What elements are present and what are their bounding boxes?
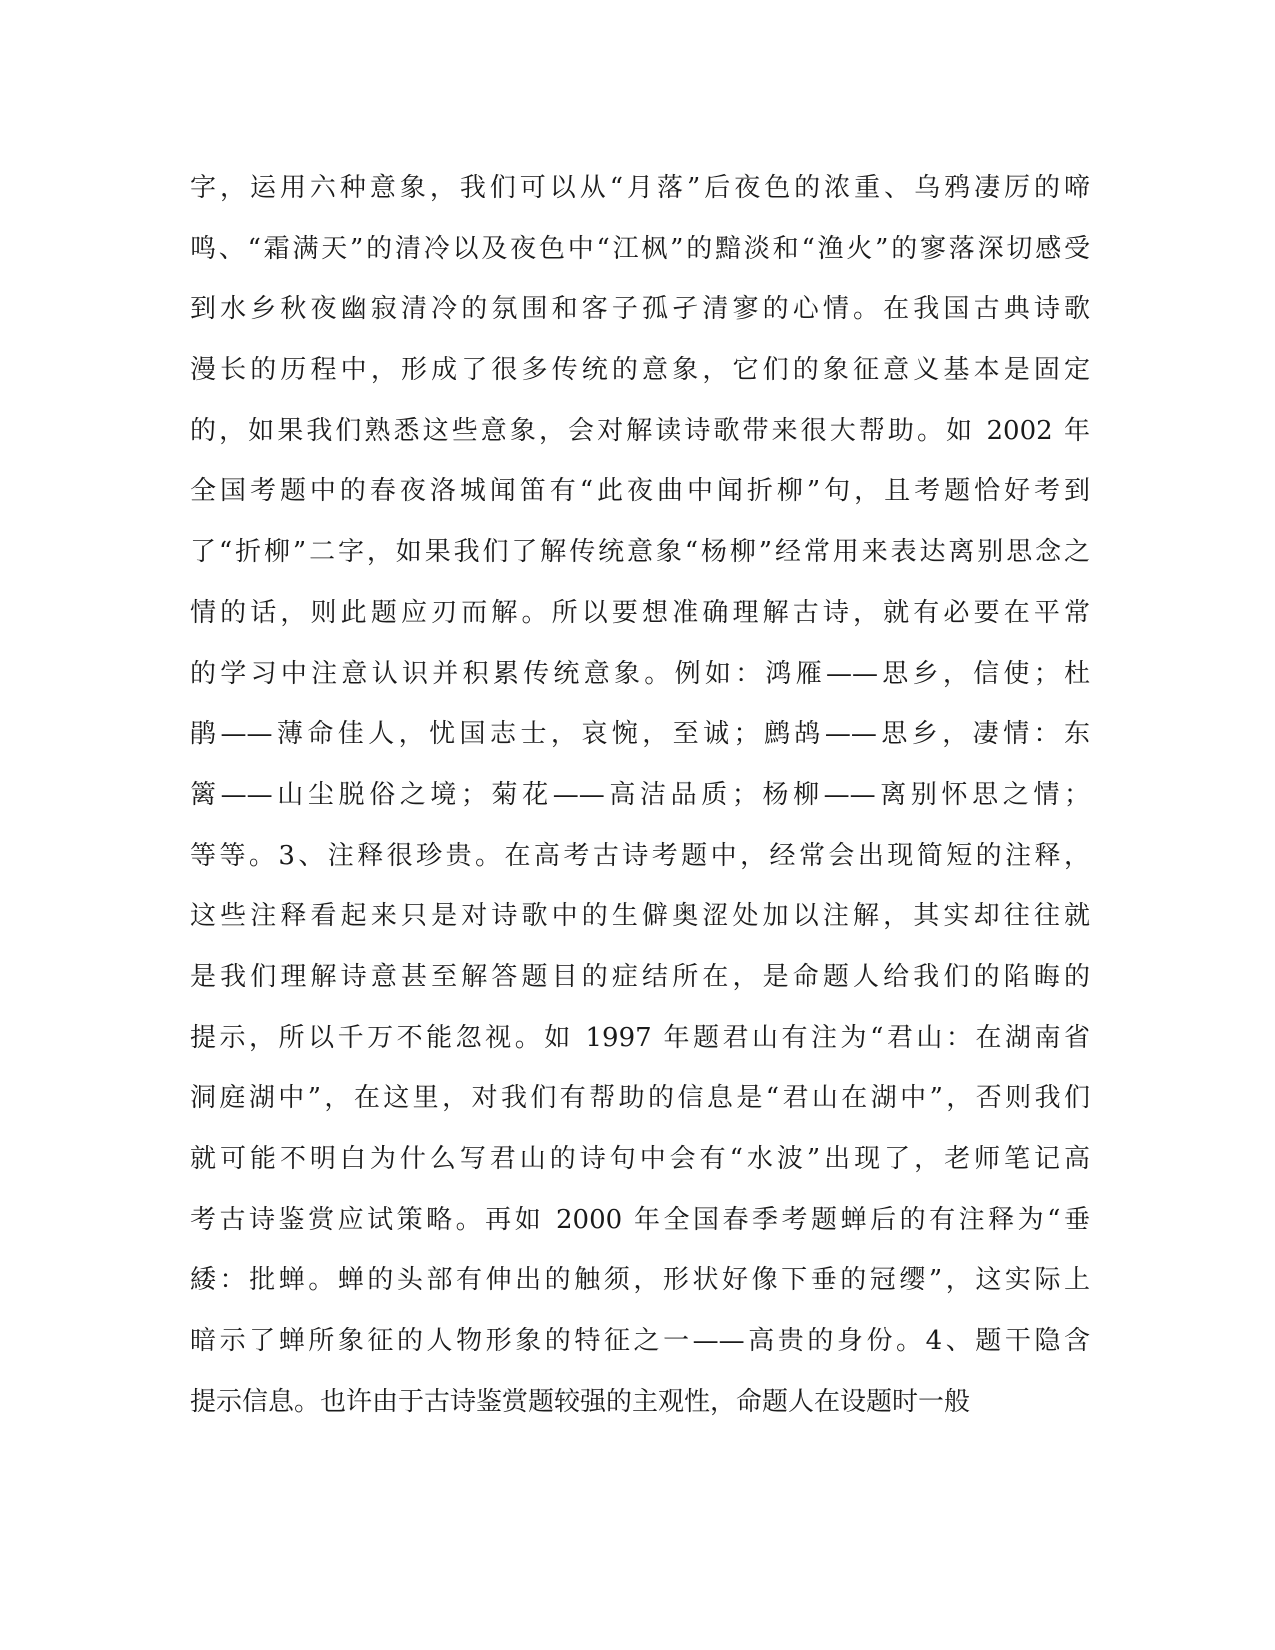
text-line: 篱——山尘脱俗之境；菊花——高洁品质；杨柳——离别怀思之情； bbox=[190, 779, 1090, 810]
text-line: 这些注释看起来只是对诗歌中的生僻奥涩处加以注解，其实却往往就 bbox=[190, 901, 1090, 932]
text-line: 是我们理解诗意甚至解答题目的症结所在，是命题人给我们的陷晦的 bbox=[190, 961, 1090, 992]
text-line: 緌：批蝉。蝉的头部有伸出的触须，形状好像下垂的冠缨”，这实际上 bbox=[190, 1265, 1090, 1296]
text-line: 提示信息。也许由于古诗鉴赏题较强的主观性，命题人在设题时一般 bbox=[190, 1386, 971, 1417]
text-line: 情的话，则此题应刃而解。所以要想准确理解古诗，就有必要在平常 bbox=[190, 597, 1090, 628]
text-line: 的，如果我们熟悉这些意象，会对解读诗歌带来很大帮助。如 2002 年 bbox=[190, 415, 1090, 446]
text-line: 字，运用六种意象，我们可以从“月落”后夜色的浓重、乌鸦凄厉的啼 bbox=[190, 173, 1090, 203]
text-line: 了“折柳”二字，如果我们了解传统意象“杨柳”经常用来表达离别思念之 bbox=[190, 537, 1090, 568]
text-line: 洞庭湖中”，在这里，对我们有帮助的信息是“君山在湖中”，否则我们 bbox=[190, 1083, 1090, 1114]
text-line: 漫长的历程中，形成了很多传统的意象，它们的象征意义基本是固定 bbox=[190, 355, 1090, 386]
text-line: 鹃——薄命佳人，忧国志士，哀惋，至诚；鹧鸪——思乡，凄情：东 bbox=[190, 719, 1090, 750]
text-line: 鸣、“霜满天”的清冷以及夜色中“江枫”的黯淡和“渔火”的寥落深切感受 bbox=[190, 233, 1090, 264]
text-line: 到水乡秋夜幽寂清冷的氛围和客子孤孑清寥的心情。在我国古典诗歌 bbox=[190, 294, 1090, 325]
text-line: 的学习中注意认识并积累传统意象。例如：鸿雁——思乡，信使；杜 bbox=[190, 658, 1090, 689]
text-line: 考古诗鉴赏应试策略。再如 2000 年全国春季考题蝉后的有注释为“垂 bbox=[190, 1204, 1090, 1235]
text-line: 就可能不明白为什么写君山的诗句中会有“水波”出现了，老师笔记高 bbox=[190, 1144, 1090, 1174]
body-text bbox=[190, 158, 1090, 1432]
text-line: 暗示了蝉所象征的人物形象的特征之一——高贵的身份。4、题干隐含 bbox=[190, 1326, 1090, 1357]
text-line: 全国考题中的春夜洛城闻笛有“此夜曲中闻折柳”句，且考题恰好考到 bbox=[190, 476, 1090, 507]
text-line: 等等。3、注释很珍贵。在高考古诗考题中，经常会出现简短的注释， bbox=[190, 840, 1090, 871]
text-line: 提示，所以千万不能忽视。如 1997 年题君山有注为“君山：在湖南省 bbox=[190, 1022, 1090, 1053]
